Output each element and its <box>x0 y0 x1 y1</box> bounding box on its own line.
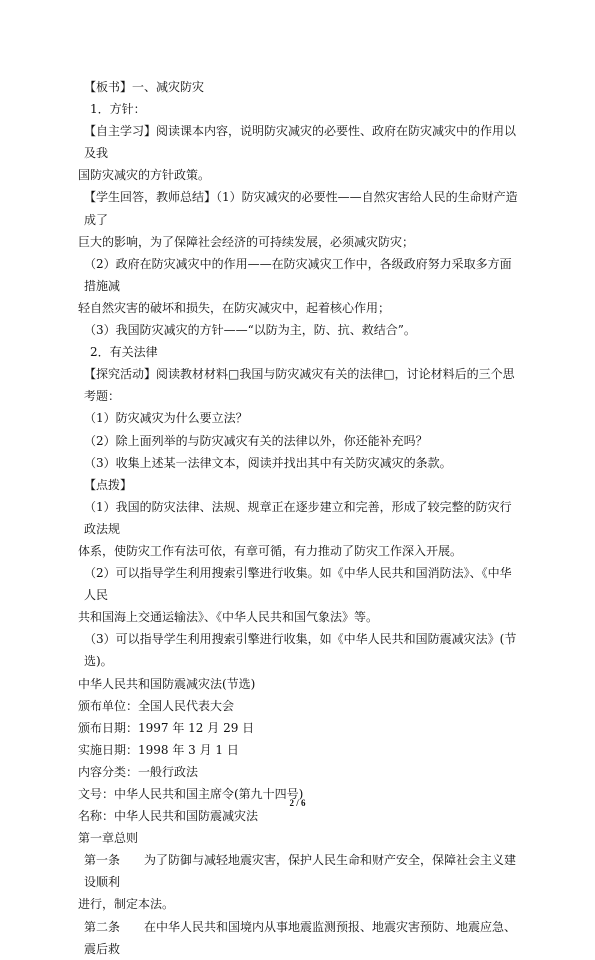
paragraph-line: （3）可以指导学生利用搜索引擎进行收集，如《中华人民共和国防震减灾法》(节选)。 <box>84 632 517 669</box>
paragraph-line: 国防灾减灾的方针政策。 <box>78 168 211 183</box>
question-item: （1）防灾减灾为什么要立法？ <box>84 411 248 426</box>
article-line: 第一条 为了防御与减轻地震灾害，保护人民生命和财产安全，保障社会主义建设顺利 <box>84 853 517 890</box>
heading-board-note: 【板书】一、减灾防灾 <box>84 80 205 94</box>
question-item: （2）除上面列举的与防灾减灾有关的法律以外，你还能补充吗？ <box>84 433 428 448</box>
paragraph-line: （3）我国防灾减灾的方针——“以防为主，防、抗、救结合”。 <box>84 323 416 338</box>
paragraph-line: 体系，使防灾工作有法可依，有章可循，有力推动了防灾工作深入开展。 <box>78 543 463 558</box>
law-meta-name: 名称：中华人民共和国防震减灾法 <box>78 809 259 824</box>
question-item: （3）收集上述某一法律文本，阅读并找出其中有关防灾减灾的条款。 <box>84 455 452 470</box>
page-number: 2 / 6 <box>289 798 306 808</box>
page-content <box>78 76 518 960</box>
subheading-policy: 1．方针： <box>90 102 146 117</box>
paragraph-line: （2）政府在防灾减灾中的作用——在防灾减灾工作中，各级政府努力采取多方面措施减 <box>84 256 512 293</box>
law-meta-effective-date: 实施日期：1998 年 3 月 1 日 <box>78 742 239 757</box>
paragraph-line: 【自主学习】阅读课本内容，说明防灾减灾的必要性、政府在防灾减灾中的作用以及我 <box>84 124 517 161</box>
paragraph-line: （1）我国的防灾法律、法规、规章正在逐步建立和完善，形成了较完整的防灾行政法规 <box>84 499 512 536</box>
law-meta-category: 内容分类：一般行政法 <box>78 764 199 779</box>
law-meta-issuer: 颁布单位：全国人民代表大会 <box>78 698 235 713</box>
paragraph-line: 轻自然灾害的破坏和损失，在防灾减灾中，起着核心作用； <box>78 300 391 315</box>
paragraph-line: 【学生回答，教师总结】（1）防灾减灾的必要性——自然灾害给人民的生命财产造成了 <box>84 190 518 227</box>
article-line: 第二条 在中华人民共和国境内从事地震监测预报、地震灾害预防、地震应急、震后救 <box>84 919 517 956</box>
law-meta-doc-number: 文号：中华人民共和国主席令(第九十四号) <box>78 787 304 801</box>
paragraph-line: 巨大的影响，为了保障社会经济的可持续发展，必须减灾防灾； <box>78 234 415 249</box>
subheading-laws: 2．有关法律 <box>90 345 158 360</box>
chapter-heading: 第一章总则 <box>78 831 139 846</box>
paragraph-line: （2）可以指导学生利用搜索引擎进行收集。如《中华人民共和国消防法》、《中华人民 <box>84 566 512 603</box>
article-line: 进行，制定本法。 <box>78 897 175 912</box>
paragraph-line: 【探究活动】阅读教材材料□我国与防灾减灾有关的法律□，讨论材料后的三个思考题： <box>84 367 515 404</box>
heading-hint: 【点拨】 <box>84 477 133 492</box>
law-title: 中华人民共和国防震减灾法(节选) <box>78 676 256 691</box>
law-meta-issue-date: 颁布日期：1997 年 12 月 29 日 <box>78 720 255 735</box>
paragraph-line: 共和国海上交通运输法》、《中华人民共和国气象法》等。 <box>78 610 379 625</box>
